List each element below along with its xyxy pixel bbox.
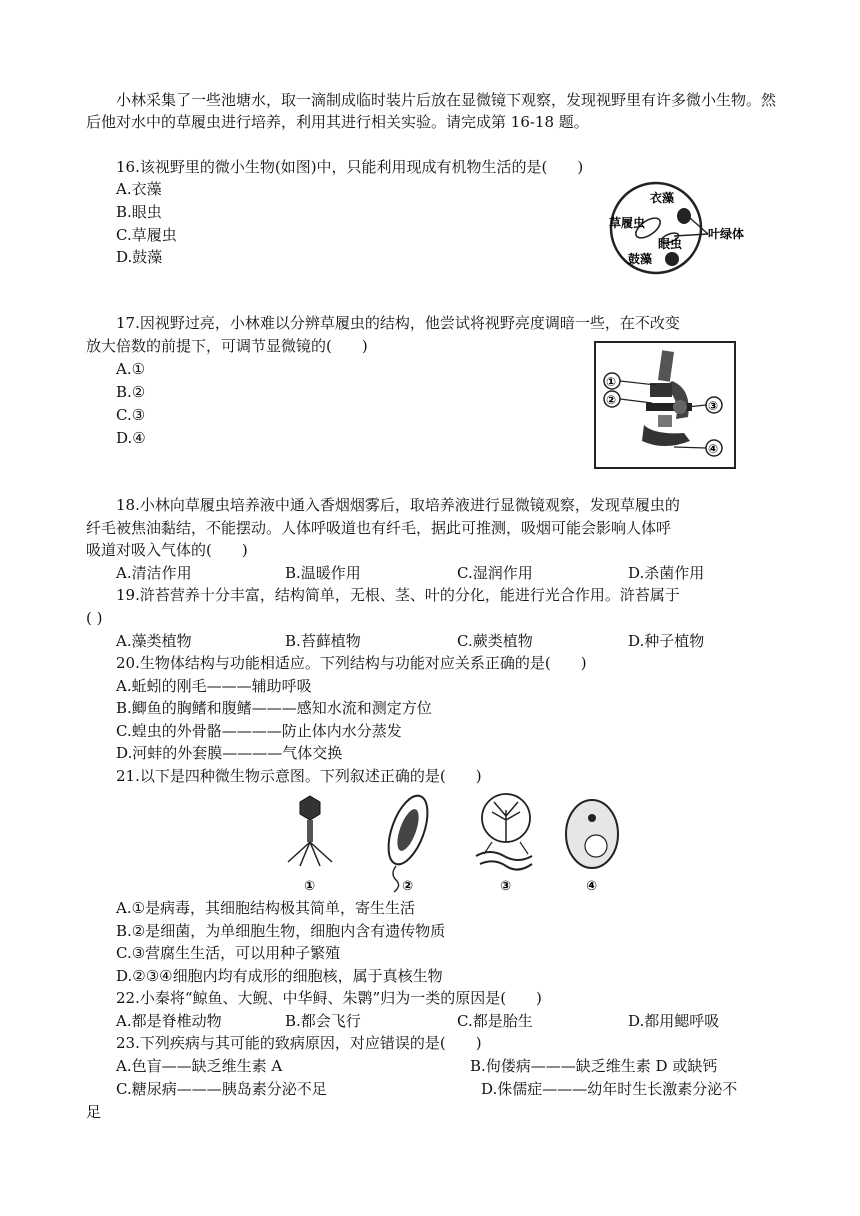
fig-label-chloroplast: 叶绿体 [708, 227, 745, 241]
four-microbes-figure [270, 790, 630, 896]
q22-option-c: C.都是胎生 [457, 1012, 533, 1030]
adjustment-knob [673, 400, 687, 414]
q23-stem: 23.下列疾病与其可能的致病原因，对应错误的是( ) [116, 1034, 482, 1052]
q19-stem-line1: 19.浒苔营养十分丰富，结构简单，无根、茎、叶的分化，能进行光合作用。浒苔属于 [116, 586, 680, 604]
microscope-label-3: ③ [708, 399, 719, 413]
q19-option-d: D.种子植物 [628, 632, 705, 650]
fungus-drawing [476, 794, 532, 870]
q18-option-a: A.清洁作用 [116, 564, 192, 582]
q17-option-a: A.① [116, 360, 146, 378]
microscope-label-2: ② [606, 393, 617, 407]
microbe-label-4: ④ [586, 879, 598, 894]
q18-option-d: D.杀菌作用 [628, 564, 705, 582]
q19-option-a: A.藻类植物 [116, 632, 192, 650]
q18-stem-line2: 纤毛被焦油黏结，不能摆动。人体呼吸道也有纤毛，据此可推测，吸烟可能会影响人体呼 [86, 519, 672, 537]
q22-option-a: A.都是脊椎动物 [116, 1012, 222, 1030]
fig-label-yizao: 衣藻 [650, 191, 675, 205]
microbe-label-1: ① [304, 879, 316, 894]
q18-option-b: B.温暖作用 [285, 564, 361, 582]
q19-stem-line2: ( ) [86, 609, 103, 627]
chlamydomonas-shape [677, 208, 691, 224]
microscope-label-4: ④ [708, 442, 719, 456]
q19-option-c: C.蕨类植物 [457, 632, 533, 650]
mirror [658, 415, 672, 427]
desmid-shape [665, 252, 679, 266]
fig-label-yanchong: 眼虫 [658, 237, 683, 251]
fig-label-guzao: 鼓藻 [628, 252, 653, 266]
q18-stem-line1: 18.小林向草履虫培养液中通入香烟烟雾后，取培养液进行显微镜观察，发现草履虫的 [116, 496, 680, 514]
q21-option-c: C.③营腐生生活，可以用种子繁殖 [116, 944, 341, 962]
microbe-label-3: ③ [500, 879, 512, 894]
q23-option-b: B.佝偻病———缺乏维生素 D 或缺钙 [470, 1057, 718, 1075]
q21-option-a: A.①是病毒，其细胞结构极其简单，寄生生活 [116, 899, 416, 917]
q23-option-d-continuation: 足 [86, 1103, 102, 1121]
q16-option-b: B.眼虫 [116, 203, 162, 221]
q16-option-c: C.草履虫 [116, 226, 177, 244]
q23-option-d: D.侏儒症———幼年时生长激素分泌不 [481, 1080, 738, 1098]
q20-option-d: D.河蚌的外套膜————气体交换 [116, 744, 343, 762]
phage-drawing [288, 796, 332, 866]
q16-stem: 16.该视野里的微小生物(如图)中，只能利用现成有机物生活的是( ) [116, 158, 584, 176]
q20-option-c: C.蝗虫的外骨骼————防止体内水分蒸发 [116, 722, 402, 740]
yeast-drawing [566, 800, 618, 868]
q23-option-a: A.色盲——缺乏维生素 A [116, 1057, 283, 1075]
microscope-label-1: ① [606, 375, 617, 389]
q17-option-b: B.② [116, 383, 146, 401]
q20-option-b: B.鲫鱼的胸鳍和腹鳍———感知水流和测定方位 [116, 699, 432, 717]
q21-option-d: D.②③④细胞内均有成形的细胞核，属于真核生物 [116, 967, 443, 985]
microbe-label-2: ② [402, 879, 414, 894]
q20-option-a: A.蚯蚓的刚毛———辅助呼吸 [116, 677, 312, 695]
q17-option-c: C.③ [116, 406, 146, 424]
q16-option-d: D.鼓藻 [116, 248, 163, 266]
q20-stem: 20.生物体结构与功能相适应。下列结构与功能对应关系正确的是( ) [116, 654, 587, 672]
q22-option-b: B.都会飞行 [285, 1012, 361, 1030]
intro-paragraph: 小林采集了一些池塘水，取一滴制成临时装片后放在显微镜下观察，发现视野里有许多微小生物。然后他对水中的草履虫进行培养，利用其进行相关实验。请完成第 16-18 题。 [86, 91, 777, 131]
q16-option-a: A.衣藻 [116, 180, 162, 198]
q21-option-b: B.②是细菌，为单细胞生物，细胞内含有遗传物质 [116, 922, 446, 940]
q23-option-c: C.糖尿病———胰岛素分泌不足 [116, 1080, 327, 1098]
q18-stem-line3: 吸道对吸入气体的( ) [86, 541, 248, 559]
q18-option-c: C.湿润作用 [457, 564, 533, 582]
fig-label-caolvchong: 草履虫 [609, 216, 646, 230]
bacterium-drawing [381, 791, 436, 892]
q22-option-d: D.都用鳃呼吸 [628, 1012, 720, 1030]
q17-option-d: D.④ [116, 429, 146, 447]
microscope-figure [594, 341, 736, 469]
q17-stem-line1: 17.因视野过亮，小林难以分辨草履虫的结构，他尝试将视野亮度调暗一些，在不改变 [116, 314, 680, 332]
q19-option-b: B.苔藓植物 [285, 632, 361, 650]
q21-stem: 21.以下是四种微生物示意图。下列叙述正确的是( ) [116, 767, 482, 785]
q22-stem: 22.小秦将“鲸鱼、大鲵、中华鲟、朱鹮”归为一类的原因是( ) [116, 989, 542, 1007]
q17-stem-line2: 放大倍数的前提下，可调节显微镜的( ) [86, 337, 368, 355]
microorganism-figure [608, 180, 768, 276]
